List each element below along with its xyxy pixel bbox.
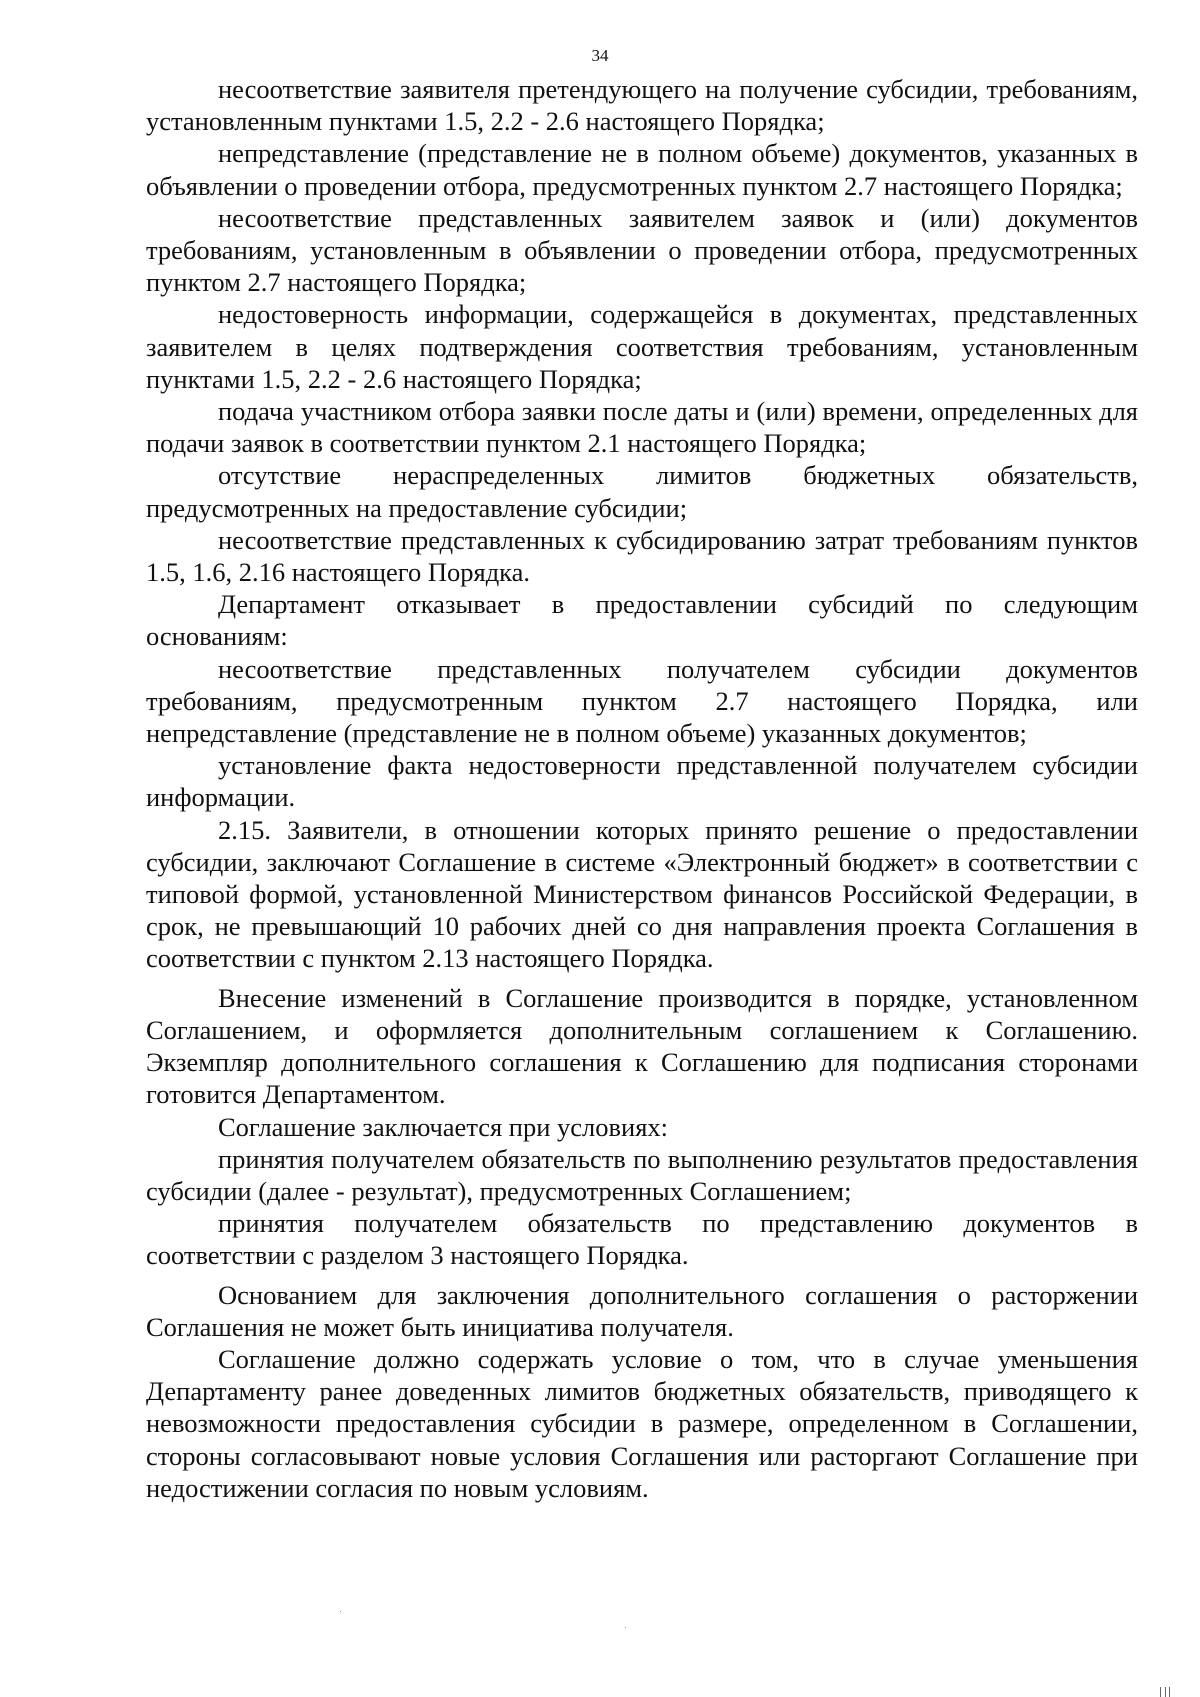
scan-speck [625, 1627, 626, 1628]
paragraph: Основанием для заключения дополнительного соглашения о расторжении Соглашения не может быть инициатива получателя. [146, 1279, 1138, 1342]
paragraph: Соглашение должно содержать условие о том, что в случае уменьшения Департаменту ранее доведенных лимитов бюджетных обязательств, приводящего к невозможности предоставления субсидии в размере, определенном в Соглашении, стороны согласовывают новые условия Соглашения или расторгают Соглашение при недостижении согласия по новым условиям. [146, 1343, 1138, 1503]
paragraph: непредставление (представление не в полном объеме) документов, указанных в объявлении о проведении отбора, предусмотренных пунктом 2.7 настоящего Порядка; [146, 138, 1138, 201]
paragraph: Внесение изменений в Соглашение производится в порядке, установленном Соглашением, и оформляется дополнительным соглашением к Соглашению. Экземпляр дополнительного соглашения к Соглашению для подписания сторонами готовится Департаментом. [146, 982, 1138, 1110]
paragraph: подача участником отбора заявки после даты и (или) времени, определенных для подачи заявок в соответствии пунктом 2.1 настоящего Порядка; [146, 396, 1138, 459]
paragraph: отсутствие нераспределенных лимитов бюджетных обязательств, предусмотренных на предоставление субсидии; [146, 460, 1138, 523]
paragraph: установление факта недостоверности представленной получателем субсидии информации. [146, 750, 1138, 813]
paragraph: несоответствие представленных к субсидированию затрат требованиям пунктов 1.5, 1.6, 2.16 настоящего Порядка. [146, 524, 1138, 588]
scan-speck [340, 1611, 341, 1612]
paragraph: принятия получателем обязательств по выполнению результатов предоставления субсидии (далее - результат), предусмотренных Соглашением; [146, 1143, 1138, 1206]
paragraph: несоответствие представленных заявителем заявок и (или) документов требованиям, установленным в объявлении о проведении отбора, предусмотренных пунктом 2.7 настоящего Порядка; [146, 202, 1138, 298]
paragraph: Департамент отказывает в предоставлении субсидий по следующим основаниям: [146, 589, 1138, 652]
paragraph: несоответствие представленных получателем субсидии документов требованиям, предусмотренным пунктом 2.7 настоящего Порядка, или непредставление (представление не в полном объеме) указанных документов; [146, 653, 1138, 749]
body-text [146, 73, 1138, 1504]
paragraph: несоответствие заявителя претендующего на получение субсидии, требованиям, установленным пунктами 1.5, 2.2 - 2.6 настоящего Порядка; [146, 74, 1138, 137]
page-number: 34 [591, 46, 609, 65]
paragraph: Соглашение заключается при условиях: [218, 1111, 669, 1142]
paragraph: принятия получателем обязательств по представлению документов в соответствии с разделом 3 настоящего Порядка. [146, 1208, 1138, 1271]
scan-edge-marks [1152, 1679, 1192, 1697]
paragraph: 2.15. Заявители, в отношении которых принято решение о предоставлении субсидии, заключают Соглашение в системе «Электронный бюджет» в соответствии с типовой формой, установленной Министерством финансов Российской Федерации, в срок, не превышающий 10 рабочих дней со дня направления проекта Соглашения в соответствии с пунктом 2.13 настоящего Порядка. [146, 814, 1138, 974]
paragraph: недостоверность информации, содержащейся в документах, представленных заявителем в целях подтверждения соответствия требованиям, установленным пунктами 1.5, 2.2 - 2.6 настоящего Порядка; [146, 299, 1138, 394]
